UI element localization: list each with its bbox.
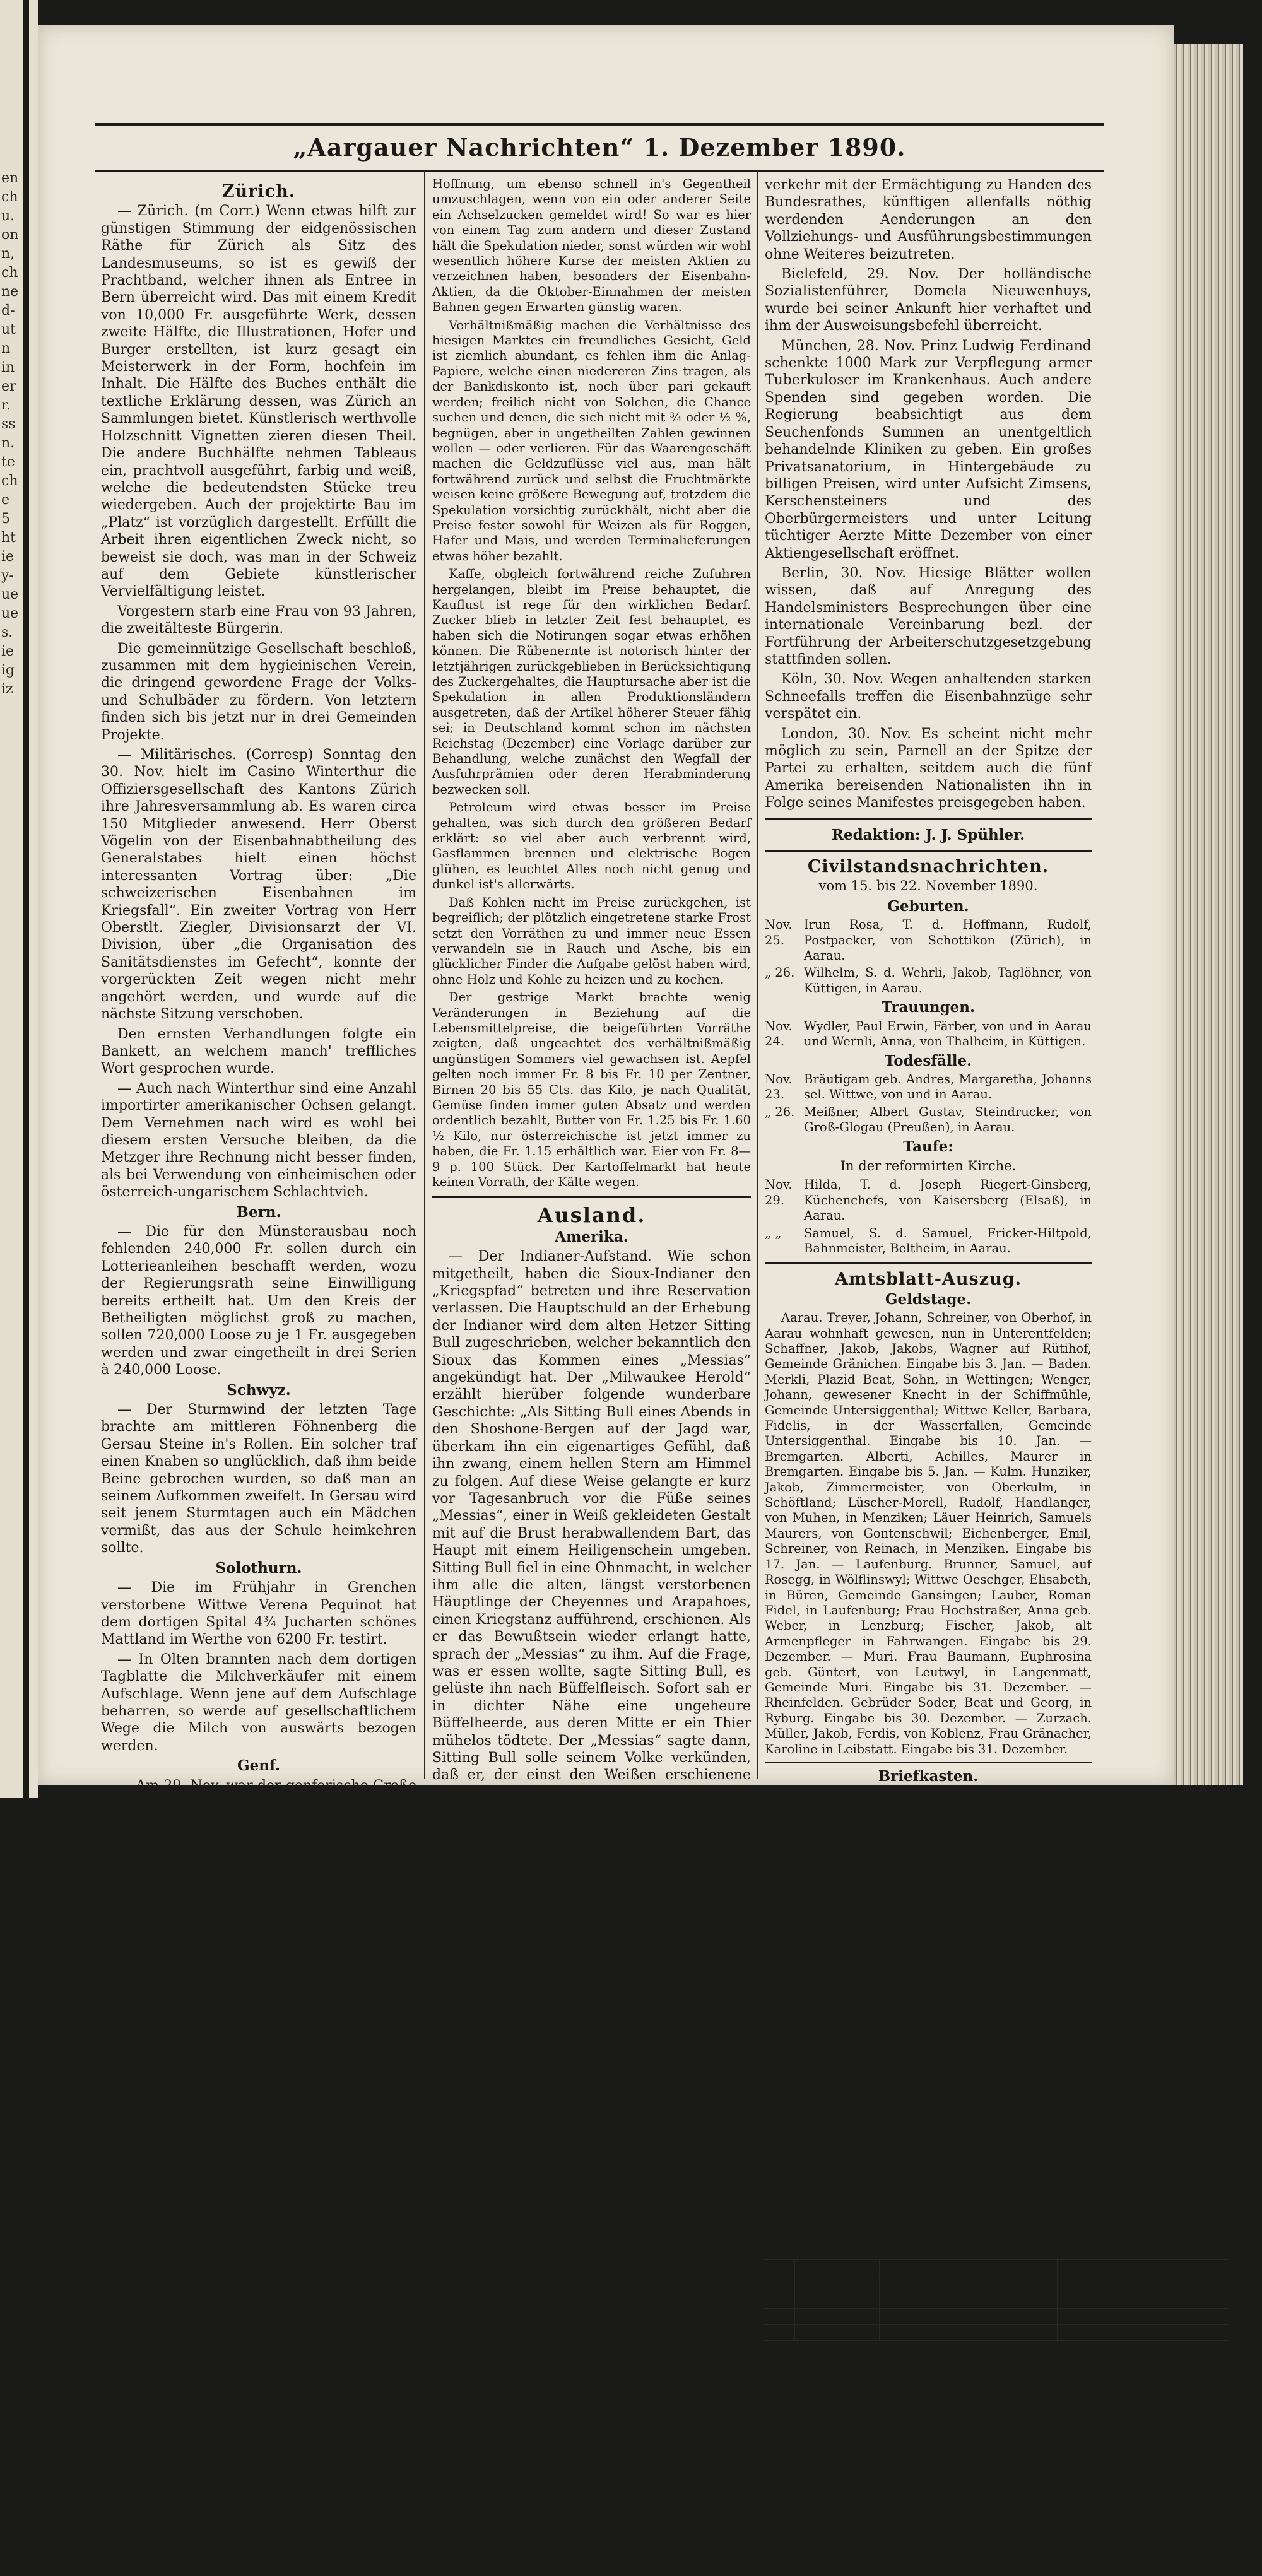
column-rule-2 <box>757 170 758 1779</box>
table-cell: 766,7 <box>1022 2324 1058 2340</box>
facing-page-fragment: ut <box>1 322 16 338</box>
section-divider <box>765 2056 1092 2057</box>
paragraph: Angaben der beiden Extrem-Thermometer während 24 Stunden abgelesen gestern Abend 9 Uhr: <box>765 2344 1092 2390</box>
masthead-title: „Aargauer Nachrichten“ 1. Dezember 1890. <box>293 133 906 162</box>
paragraph: — Bundesstadt. Heute beginnt die Sitzung der Bundesversammlung. <box>432 2327 751 2360</box>
paragraph: Ueber New-York vom 21. November wird ferner berichtet: Die Indianer auf der Pine Ridge Reservation führen noch immer Kriegstänze auf. Wahrscheinlich wird dem nicht Einhalt gethan werden, bis mehr Truppen angelangt sind. Als man den Indianern die Ankunft derselben ankündigte, erklärten sie drohend, daß der Messias sie zum Kriege aufforderte. Dieser habe ihnen eine riesige Flutwelle die Weißen vernichten. <box>432 2081 751 2270</box>
facing-page-fragment: iz <box>1 681 13 697</box>
section-heading-bern: Bern. <box>236 1203 281 1221</box>
column-2 <box>432 177 751 2575</box>
table-cell: „ <box>1177 2308 1227 2324</box>
page-gutter <box>23 0 29 1798</box>
register-entry <box>765 917 1092 963</box>
column-1 <box>101 177 416 2454</box>
facing-page-fragment: er <box>1 379 16 394</box>
facing-page-fragment: ss <box>1 416 16 432</box>
paragraph: Den ernsten Verhandlungen folgte ein Bankett, an welchem manch' treffliches Wort gesprochen wurde. <box>101 1026 416 1077</box>
table-cell: „ <box>1177 2324 1227 2340</box>
column-3 <box>765 177 1225 2454</box>
facing-page-fragment: r. <box>1 397 11 413</box>
table-header-cell: Barometerstand 1mm. Absol. <box>945 2259 1022 2293</box>
paragraph: — Bundesrathswahl. Der „Nationalzeitung“ wird geschrieben: <box>432 2363 751 2397</box>
facing-page-fragment: ue <box>1 606 19 621</box>
register-list-trauungen <box>765 1019 1092 1050</box>
register-list-todesfaelle <box>765 1072 1092 1136</box>
facing-page-fragment: ch <box>1 265 18 281</box>
table-cell: 773,1 <box>1022 2293 1058 2308</box>
paragraph: Bielefeld, 29. Nov. Der holländische Sozialistenführer, Domela Nieuwenhuys, wurde bei seiner Ankunft hier verhaftet und ihm der Ausweisungsbefehl überreicht. <box>765 266 1092 334</box>
paragraph: Berlin, 30. Nov. Hiesige Blätter wollen wissen, daß auf Anregung des Handelsministers Besprechungen über eine internationale Vereinbarung bezl. der Fortführung der Arbeiterschutzgesetzgebung stattfinden sollen. <box>765 565 1092 668</box>
paragraph: München, 28. Nov. Prinz Ludwig Ferdinand schenkte 1000 Mark zur Verpflegung armer Tuberkuloser im Krankenhaus. Auch andere Spenden sind gegeben worden. Die Regierung beabsichtigt aus dem Seuchenfonds Summen an unentgeltlich behandelnde Kliniken zu geben. Ein großes Privatsanatorium, in Hintergebäude zu billigen Preisen, wird unter Aufsicht Zimsens, Kerschensteiners und des Oberbürgermeisters und unter Leitung tüchtiger Aerzte Mitte Dezember von einer Aktiengesellschaft eröffnet. <box>765 338 1092 562</box>
table-header-cell: Witterung <box>1177 2259 1227 2293</box>
table-cell: 80 <box>1123 2293 1177 2308</box>
paragraph: — In Olten brannten nach dem dortigen Tagblatte die Milchverkäufer mit einem Aufschlage. Wenn jene auf dem Aufschlage beharren, so werde auf gesellschaftlichem Wege die Milch von auswärts bezogen werden. <box>101 1651 416 1754</box>
facing-page-fragment: y- <box>1 568 14 584</box>
register-date: Nov. 23. <box>765 1071 793 1102</box>
table-cell: NE₁—₁ <box>1058 2324 1123 2340</box>
table-header-cell: Reduc. <box>1022 2259 1058 2293</box>
table-cell: —5,7 <box>879 2324 945 2340</box>
facing-page-fragment: e <box>1 492 10 508</box>
table-cell: 729,5 <box>945 2324 1022 2340</box>
meteo-maximum: Maximum — 2,4°C. <box>868 2392 989 2408</box>
section-divider <box>101 1939 416 1941</box>
register-text: Wilhelm, S. d. Wehrli, Jakob, Taglöhner, von Küttigen, in Aarau. <box>804 965 1092 996</box>
paragraph: Daß Kohlen nicht im Preise zurückgehen, ist begreiflich; der plötzlich eingetretene starke Frost setzt den Vorräthen zu und immer neue Essen verwandeln sie in Rauch und Asche, bis ein glücklicher Finder die Aufgabe gelöst haben wird, ohne Holz und Kohle zu heizen und zu kochen. <box>432 895 751 987</box>
facing-page-fragment: n <box>1 341 11 356</box>
section-divider <box>765 1762 1092 1763</box>
facing-page-fragment: ue <box>1 587 19 603</box>
table-cell: —4,9 <box>879 2308 945 2324</box>
table-cell: 30. <box>765 2293 795 2308</box>
section-heading-ausland: Ausland. <box>537 1203 646 1228</box>
register-date: „ „ <box>765 1225 782 1240</box>
table-row <box>765 2293 1227 2308</box>
facing-page-fragment: ht <box>1 530 16 546</box>
register-list-geburten <box>765 917 1092 996</box>
register-text: Irun Rosa, T. d. Hoffmann, Rudolf, Postpacker, von Schottikon (Zürich), in Aarau. <box>804 917 1092 963</box>
paragraph: Hoffnung, um ebenso schnell in's Gegentheil umzuschlagen, wenn von ein oder anderer Seite ein Achselzucken gemeldet wird! So war es hier von einem Tag zum andern und dieser Zustand hält die Spekulation nieder, sonst würden wir wohl wesentlich höhere Kurse der meisten Aktien zu verzeichnen haben, besonders der Eisenbahn-Aktien, da die Oktober-Einnahmen der meisten Bahnen gegen Erwarten günstig waren. <box>432 177 751 315</box>
table-cell: 100 <box>1123 2324 1177 2340</box>
table-body <box>765 2293 1227 2340</box>
register-entry <box>765 1019 1092 1050</box>
table-header-cell: Thermometer in Celsius <box>879 2259 945 2293</box>
section-divider <box>765 2213 1092 2214</box>
facing-page-fragment: te <box>1 454 15 470</box>
table-cell: —3,1 <box>879 2293 945 2308</box>
table-cell: bedeckt <box>1177 2293 1227 2308</box>
subheading-taufe: Taufe: <box>903 1138 953 1155</box>
weather-table <box>765 2259 1227 2341</box>
paragraph: Rindfleisch Fr. 1. 60. p. 1 Kilogr., Kuhfleisch Fr. 1. 20 Kalbfleisch Fr. 1. 90.—2., Schaffleisch Fr. 1. 80—2., Schweinefleisch Fr. 1. 80 Cts., dürrer Speck Fr. 2. Erdäpfel galten 100 Kg. Fr. 0. per Reben 25 Cts. Anken per Kilogr. Fr. 2. 70—2. 80, Eier per Stück 10 Cts., Kabis per Kopf 10—20 Cts., Kohl per Kopf 10—20 Cts. Aepfel 5—7 Paar 10 Cts. <box>765 2098 1092 2206</box>
paragraph: — Zürich. (m Corr.) Wenn etwas hilft zur günstigen Stimmung der eidgenössischen Räthe für Zürich als Sitz des Landesmuseums, so ist es gewiß der Prachtband, welcher ihnen als Entree in Bern überreicht wird. Das mit einem Kredit von 10,000 Fr. ausgeführte Werk, dessen zweite Hälfte, die Illustrationen, Hofer und Burger erstellten, ist kurz gesagt ein Meisterwerk in der Form, hochfein im Inhalt. Die Hälfte des Buches enthält die textliche Erklärung dessen, was Zürich an Sammlungen bietet. Künstlerisch werthvolle Holzschnitt Vignetten zieren diesen Theil. Die andere Buchhälfte nehmen Tableaus ein, prachtvoll ausgeführt, farbig und weiß, welche die bedeutendsten Stücke treu wiedergeben. Auch der projektirte Bau im „Platz“ ist vorzüglich dargestellt. Erfüllt die Arbeit ihren eigentlichen Zweck nicht, so beweist sie doch, was man in der Schweiz auf dem Gebiete künstlerischer Vervielfältigung leistet. <box>101 203 416 600</box>
register-text: Hilda, T. d. Joseph Riegert-Ginsberg, Küchenchefs, von Kaisersberg (Elsaß), in Aarau. <box>804 1177 1092 1223</box>
paragraph: London, 30. Nov. Es scheint nicht mehr möglich zu sein, Parnell an der Spitze der Partei zu erhalten, seitdem auch die fünf Amerika bereisenden Nationalisten ihn in Folge seines Manifestes preisgegeben haben. <box>765 726 1092 811</box>
facing-page-fragment: ch <box>1 473 18 489</box>
paragraph: — Die für den Münsterausbau noch fehlenden 240,000 Fr. sollen durch ein Lotterieanleihen beschafft werden, wozu der Regierungsrath seine Einwilligung bereits ertheilt hat. Um den Kreis der Betheiligten möglichst groß zu machen, sollen 720,000 Loose zu je 1 Fr. ausgegeben werden und zwar eingetheilt in drei Serien à 240,000 Loose. <box>101 1223 416 1379</box>
paragraph: — Am 29. Nov. war der genferische Große Rath in außerordentlicher Session versammelt. Als Ständeräthe wurden gewählt die liberal-konservativen Gustav Pictet, alt Nationalrath, mit 50 Stimmen und Frederic Raison, Advokat, ebenfalls mit 50 Stimmen. Die Radikalen stimmten für die bisherigen; Gavard machte 38, Moriaud 37 Stimmen. <box>101 1777 416 1932</box>
section-divider <box>432 2277 751 2279</box>
table-header-cell: Bewölkung <box>1123 2259 1177 2293</box>
column-rule-1 <box>424 170 425 1779</box>
register-entry <box>765 1072 1092 1103</box>
paragraph: Verhältnißmäßig machen die Verhältnisse des hiesigen Marktes ein freundliches Gesicht, Geld ist ziemlich abundant, es fehlen ihm die Anlag-Papiere, welche einen niedereren Zins tragen, als der Bankdiskonto ist, noch über pari gekauft werden; freilich nicht von Solchen, die Chance suchen und denen, die sich nicht mit ¾ oder ½ %, begnügen, aber in ungetheilten Zahlen gewinnen wollen — oder verlieren. Für das Waarengeschäft machen die Geldzuflüsse viel aus, man hält fortwährend zurück und selbst die Fruchtmärkte weisen keine größere Bewegung auf, trotzdem die Spekulation vorsichtig zurückhält, nicht aber die Preise fester sowohl für Weizen als für Roggen, Hafer und Mais, und werden Terminalieferungen etwas höher bezahlt. <box>432 317 751 563</box>
section-heading-amtsblatt: Amtsblatt-Auszug. <box>835 1269 1022 1290</box>
table-cell: Mittags 1 U. <box>795 2293 880 2308</box>
paragraph: Bern, 29. Nov. Der Bundesrath beantragt bei der Bundesversammlung die Genehmigung des internationalen Uebereinkommens betreffend den Eisenbahn- <box>432 2490 751 2575</box>
facing-page-edge <box>0 0 38 1798</box>
section-heading-civilstand: Civilstandsnachrichten. <box>807 857 1049 877</box>
section-heading-schwyz: Schwyz. <box>227 1381 291 1399</box>
page-header <box>95 123 1104 172</box>
meteo-precipitation: Niederschlag, gemessen heute früh 7 Uhr: — mm. <box>771 2439 1085 2454</box>
register-date: Nov. 29. <box>765 1177 793 1208</box>
page-stack-edge <box>1174 44 1243 1785</box>
subheading-trauungen: Trauungen. <box>881 999 976 1016</box>
paragraph: Köln, 30. Nov. Wegen anhaltenden starken Schneefalls treffen die Eisenbahnzüge sehr verspätet ein. <box>765 671 1092 722</box>
editor-line: Redaktion: J. J. Spühler. <box>831 826 1025 844</box>
subheading-geburten: Geburten. <box>887 897 969 915</box>
register-entry <box>765 965 1092 996</box>
facing-page-fragment: in <box>1 360 15 375</box>
table-header-cell: Windrichtung und Stärke <box>1058 2259 1123 2293</box>
facing-page-fragment: on <box>1 227 19 243</box>
table-cell: Abends 9 „ <box>795 2308 880 2324</box>
table-header-cell: Beobachtungszeit <box>795 2259 880 2293</box>
paragraph: Die außergewöhnlichen Verhältnisse auf dem Geldmarkt dauern noch an, der Wirrwar ist noch nicht beendet und nicht überall, wo die Umstände geordnet erscheinen, ist Ruhe eingetreten. Wohl manche Schäden sind überbrückt, um vielleicht, wie es nicht selten zu geschehen pflegt, unter der Decke sich zu vergrößern und beim nächsten Windstoß zu Tage zu treten. Den englischen Markt, den der Geldsturm so stark angegriffen hat, hält die Bank in London Wagenladungen Gold aus Rußland zugeführt und damit ist für den Augenblick wenigstens momentan — keine außergewöhnlichen Ansprüche in Ahnung stellen, und anderseitige, größere Eingänge fristetweise, doch die Spekulation eine gewisse Beruhigung eingetreten, wozu die Nachricht aus Buenos-Ayres, daß die Mittel für die am 1. Januar fälligen Zinse für die Bank in Europa emittirte Anleihen, unterwegs seien, wesentlich mitwirkt hat. Wenn nun auch der Diskonto in London im Privatverkehr wieder auf 4¼—4½, gesunken ist, so darf doch nicht vergessen werden, daß bis jetzt noch kein offizielles Zurückgehen des Zinsfußes noch aber wird die Bank ihre Stellung behaupten und so wird eine Reihe von Verhältnissen unter dem Eindruck der jüngsten Vergangenheit stehen. Die Börsen im Allgemeinen arbeiten unter dem Eindruck der jüngsten Vergangenheit und Nachrichten von Besserung elektrisiren so neuer <box>101 2008 416 2454</box>
paragraph: — Die im Frühjahr in Grenchen verstorbene Wittwe Verena Pequinot hat dem dortigen Spital 4¾ Jucharten schönes Mattland im Werthe von 6200 Fr. testirt. <box>101 1580 416 1648</box>
section-heading-solothurn: Solothurn. <box>215 1559 302 1577</box>
section-heading-neueres: Neueres und Telegramme. <box>511 2284 672 2326</box>
table-row <box>765 2324 1227 2340</box>
register-list-taufe <box>765 1177 1092 1256</box>
table-cell: 100 <box>1123 2308 1177 2324</box>
facing-page-fragment: ie <box>1 644 15 659</box>
section-heading-handelsbericht: Handelsbericht. <box>158 1946 359 1970</box>
paragraph: verkehr mit der Ermächtigung zu Handen des Bundesrathes, künftigen allenfalls nöthig werdenden Aenderungen an den Vollziehungs- und Ausführungsbestimmungen ohne Weiteres beizutreten. <box>765 177 1092 262</box>
facing-page-fragment: 5 <box>1 511 10 527</box>
table-cell: Morg. 7 „ <box>795 2324 880 2340</box>
table-cell: 736,3 <box>945 2308 1022 2324</box>
paragraph: — Auch nach Winterthur sind eine Anzahl importirter amerikanischer Ochsen gelangt. Dem Vernehmen nach wird es wohl bei diesem ersten Versuche bleiben, da die Metzger ihre Rechnung nicht besser finden, als bei Verwendung von einheimischen oder österreich-ungarischem Schlachtvieh. <box>101 1080 416 1201</box>
section-heading-briefkasten: Briefkasten. <box>878 1767 979 1785</box>
table-cell: 773,5 <box>1022 2308 1058 2324</box>
register-entry <box>765 1177 1092 1223</box>
subheading: (Spezial-Correspondenz aus Zürich vom 29. Novbr.) <box>111 1971 406 2004</box>
section-heading-meteo: Meteorologische Station im neuen Quartier Aarau. <box>765 2221 1091 2255</box>
register-text: Wydler, Paul Erwin, Färber, von und in Aarau und Wernli, Anna, von Thalheim, in Küttigen. <box>804 1018 1092 1049</box>
table-cell: 30. <box>765 2308 795 2324</box>
table-cell: 736,6 <box>945 2293 1022 2308</box>
facing-page-fragment: ne <box>1 284 19 300</box>
facing-page-fragment: u. <box>1 208 15 224</box>
subheading: In der reformirten Kirche. <box>840 1158 1017 1173</box>
paragraph: — Der Sturmwind der letzten Tage brachte am mittleren Föhnenberg die Gersau Steine in's Rollen. Ein solcher traf einen Knaben so unglücklich, daß ihm beide Beine gebrochen wurden, so daß man an seinem Aufkommen zweifelt. In Gersau wird seit jenem Sturmtagen auch ein Mädchen vermißt, das aus der Schule heimkehren sollte. <box>101 1402 416 1556</box>
paragraph: Kaffe, obgleich fortwährend reiche Zufuhren hergelangen, bleibt im Preise behauptet, die Kauflust ist rege für den wirklichen Bedarf. Zucker blieb in letzter Zeit fest behauptet, es haben sich die Notirungen sogar etwas erhöhen können. Die Rübenernte ist notorisch hinter der letztjährigen zurückgeblieben in Berücksichtigung des Zuckergehaltes, die Hauptursache aber ist die Spekulation in allen Produktionsländern ausgetreten, daß der Artikel höherer Steuer fähig sei; in Deutschland kommt schon im nächsten Reichstag (Dezember) eine Vorlage darüber zur Behandlung, welche zunächst den Wegfall der Ausfuhrprämien oder deren Herabminderung bezwecken soll. <box>432 567 751 797</box>
register-text: Samuel, S. d. Samuel, Fricker-Hiltpold, Bahnmeister, Beltheim, in Aarau. <box>804 1225 1092 1256</box>
register-date: „ 26. <box>765 965 795 980</box>
register-date: Nov. 25. <box>765 917 793 948</box>
paragraph: — Der Indianer-Aufstand. Wie schon mitgetheilt, haben die Sioux-Indianer den „Kriegspfad“ betreten und ihre Reservation verlassen. Die Hauptschuld an der Erhebung der Indianer wird dem alten Hetzer Sitting Bull zugeschrieben, welcher bekanntlich den Sioux das Kommen eines „Messias“ angekündigt hat. Der „Milwaukee Herold“ erzählt hierüber folgende wunderbare Geschichte: „Als Sitting Bull eines Abends in den Shoshone-Bergen auf der Jagd war, überkam ihn ein eigenartiges Gefühl, daß ihn zwang, einem hellen Stern am Himmel zu folgen. Auf diese Weise gelangte er kurz vor Tagesanbruch vor die Füße seines „Messias“, einer in Weiß gekleideten Gestalt mit auf die Brust herabwallendem Bart, das Haupt mit einem Heiligenschein umgeben. Sitting Bull fiel in eine Ohnmacht, in welcher ihm alle die alten, längst verstorbenen Häuptlinge der Cheyennes und Arapahoes, einen Kriegstanz aufführend, erschienen. Als er das Bewußtsein wieder erlangt hatte, sprach der „Messias“ zu ihm. Auf die Frage, was er essen wollte, sagte Sitting Bull, es gelüste ihn nach Büffelfleisch. Sofort sah er in dichter Nähe eine ungeheure Büffelheerde, aus deren Mitte er ein Thier mühelos tödtete. Der „Messias“ sagte dann, Sitting Bull solle seinem Volke verkünden, daß er, der einst den Weißen erschienene „Messias“, jetzt zu den gequälten Indianern gekommen sei, um ihnen ihre Jagdgründe wieder zu geben und die Weißen zu züchtigen. Er zeigte ihm die Wundmale der Kreuzigung und gab ihm Beweise seiner göttlichen Kraft. Sitting Bull blieb den ganzen Tag bei ihm und kehrte am Abend nach Hause zurück, was ihm in wenigen Minuten möglich war, obwohl er nach seiner Berechnung mehrere Tagereisen davon entfernt gewesen war. Er erzählte seinen Leuten davon und ersuchte sie, den Häuptling „Stachelschwein“ zu entsenden, um die Wahrheit des lebendigen „Messias“ festzustellen. Dies geschah und „Stachelschwein“ hatte dann genau dieselbe Vision wie Sitting Bull. <box>432 1249 751 2078</box>
subheading: vom 15. bis 22. November 1890. <box>818 878 1038 894</box>
meteo-night-minimum: Temperaturminimum in der letzten Nacht — 7,0°C. <box>768 2423 1088 2438</box>
paragraph: „Im entschieden freisinnigen Lager erwartet man, daß die Bundesversammlung diesmal die Wahlfrage grundsätzlich und zwar im Sinne der Ablehnung der Kompromißpolitik auffassen und erledige.“ <box>432 2401 751 2486</box>
paragraph: Der gestrige Markt brachte wenig Veränderungen in Beziehung auf die Lebensmittelpreise, die beigeführten Vorräthe zeigten, daß ungeachtet des verhältnißmäßig ungünstigen Sommers viel gewachsen ist. Aepfel gelten noch immer Fr. 8 bis Fr. 10 per Zentner, Birnen 20 bis 55 Cts. das Kilo, je nach Qualität, Gemüse finden immer guten Absatz und werden ordentlich bezahlt, Butter von Fr. 1.25 bis Fr. 1.60 ½ Kilo, nur österreichische ist jetzt immer zu haben, die Fr. 1.15 erhältlich war. Eier von Fr. 8—9 p. 100 Stück. Der Kartoffelmarkt hat heute keinen Vorrath, der Kälte wegen. <box>432 990 751 1189</box>
table-cell: S₂ <box>1058 2293 1123 2308</box>
register-date: „ 26. <box>765 1104 795 1119</box>
meteo-minimum: Minimum — 5,0°C. <box>869 2408 988 2423</box>
register-text: Bräutigam geb. Andres, Margaretha, Johanns sel. Wittwe, von und in Aarau. <box>804 1071 1092 1102</box>
paragraph: Petroleum wird etwas besser im Preise gehalten, was sich durch den größeren Bedarf erklärt: so viel aber auch verbrennt wird, Gasflammen brennen und elektrische Bogen glühen, es leuchtet Alles noch nicht genug und dunkel ist's allerwärts. <box>432 800 751 892</box>
section-heading-amerika: Amerika. <box>555 1228 628 1245</box>
paragraph: — Militärisches. (Corresp) Sonntag den 30. Nov. hielt im Casino Winterthur die Offiziersgesellschaft des Kantons Zürich ihre Jahresversammlung ab. Es waren circa 150 Mitglieder anwesend. Herr Oberst Vögelin von der Eisenbahnabtheilung des Generalstabes hielt einen höchst interessanten Vortrag über: „Die schweizerischen Eisenbahnen im Kriegsfall“. Ein zweiter Vortrag von Herr Oberstlt. Ziegler, Divisionsarzt der VI. Division, über „die Organisation des Sanitätsdienstes im Gefecht“, konnte der vorgerückten Zeit wegen nicht mehr angehört werden, und wurde auf die nächste Sitzung verschoben. <box>101 747 416 1023</box>
facing-page-fragment: ig <box>1 662 15 678</box>
table-row <box>765 2308 1227 2324</box>
section-divider <box>765 818 1092 820</box>
table-cell: NE₁ <box>1058 2308 1123 2324</box>
paragraph: Abonnent in Lenzburg. Ihre freundlichen Zeilen, die Sie unserem Blatte widmen, verdanken wir, ebenso die Zusendung der letzten Nummer des „Margauer“. Ihr Rath, es sollten alle aargauischen Redaktoren ihre Thüre schreiben: „Noblesse oblige“ wäre für Viele angebracht. Wer die Antwort nur auf eine gewisse Klasse mißt, dem scheint übrigens diejenigen, welche sich als Generalpächter des Seelenadels und des journalistischen Anstandes aufwerfen, die Aufschrift dieser Thüre empfehlen. Es wird doch möglich sein, sich mehr Anstand und Sachlichkeit in der Presse zu bewahren, als sonst. Unsere bisherige Anschauung finden Sie im heutigen zweiten Leitartikel zum Theil niedergelegt. Die letzte Nummer des „Margauer“ kommen wir zurück. Red. <box>765 1787 1092 2049</box>
paragraph: Aarau. Treyer, Johann, Schreiner, von Oberhof, in Aarau wohnhaft gewesen, nun in Unterentfelden; Schaffner, Jakob, Jakobs, Wagner auf Rütihof, Gemeinde Gränichen. Eingabe bis 3. Jan. — Baden. Merkli, Plazid Beat, Sohn, in Wettingen; Wenger, Johann, gewesener Knecht in der Schiffmühle, Gemeinde Untersiggenthal; Wittwe Keller, Barbara, Fidelis, in der Wasserfallen, Gemeinde Untersiggenthal. Eingabe bis 10. Jan. — Bremgarten. Alberti, Achilles, Maurer in Bremgarten. Eingabe bis 5. Jan. — Kulm. Hunziker, Jakob, Zimmermeister, von Oberkulm, in Schöftland; Lüscher-Morell, Rudolf, Handlanger, von Muhen, in Menziken; Läuer Heinrich, Samuels Maurers, von Gontenschwil; Eichenberger, Emil, Schreiner, von Reinach, in Menziken. Eingabe bis 17. Jan. — Laufenburg. Brunner, Samuel, auf Rosegg, in Wölflinswyl; Wittwe Oeschger, Elisabeth, in Büren, Gemeinde Gansingen; Lauber, Roman Fidel, in Laufenburg; Frau Hochstraßer, Anna geb. Weber, in Lenzburg; Fischer, Jakob, alt Armenpfleger in Fahrwangen. Eingabe bis 29. Dezember. — Muri. Frau Baumann, Euphrosina geb. Güntert, von Leutwyl, in Langenmatt, Gemeinde Muri. Eingabe bis 31. Dezember. — Rheinfelden. Gebrüder Soder, Beat und Georg, in Ryburg. Eingabe bis 30. Dezember. — Zurzach. Müller, Jakob, Ferdis, von Koblenz, Frau Gränacher, Karoline in Leibstatt. Eingabe bis 31. Dezember. <box>765 1310 1092 1756</box>
facing-page-fragment: n, <box>1 246 15 262</box>
section-heading-wochenmarkt: Wochenmarkt in Aarau vom 29. November 1890. <box>770 2064 1086 2098</box>
register-date: Nov. 24. <box>765 1018 793 1049</box>
table-header-row <box>765 2259 1227 2293</box>
section-divider <box>432 1196 751 1198</box>
table-header-cell: 1890. Nov. Dez. <box>765 2259 795 2293</box>
section-divider <box>765 1262 1092 1264</box>
register-entry <box>765 1226 1092 1257</box>
facing-page-fragment: ie <box>1 549 15 565</box>
facing-page-fragment: n. <box>1 435 15 451</box>
facing-page-fragment: ch <box>1 189 18 205</box>
facing-page-fragment: s. <box>1 625 13 640</box>
facing-page-fragment: d- <box>1 303 15 319</box>
section-divider <box>765 850 1092 852</box>
paragraph: Vorgestern starb eine Frau von 93 Jahren, die zweitälteste Bürgerin. <box>101 603 416 637</box>
register-text: Meißner, Albert Gustav, Steindrucker, von Groß-Glogau (Preußen), in Aarau. <box>804 1104 1092 1135</box>
subheading-geldstage: Geldstage. <box>885 1290 972 1308</box>
section-heading-zurich: Zürich. <box>221 182 296 201</box>
section-heading-genf: Genf. <box>237 1757 281 1775</box>
register-entry <box>765 1105 1092 1136</box>
table-cell: 1. <box>765 2324 795 2340</box>
paragraph: Die gemeinnützige Gesellschaft beschloß, zusammen mit dem hygieinischen Verein, die dringend gewordene Frage der Volks- und Schulbäder zu fördern. Von letztern finden sich bis jetzt nur in drei Gemeinden Projekte. <box>101 640 416 743</box>
facing-page-fragment: en <box>1 170 19 186</box>
subheading-todesfaelle: Todesfälle. <box>884 1052 972 1069</box>
